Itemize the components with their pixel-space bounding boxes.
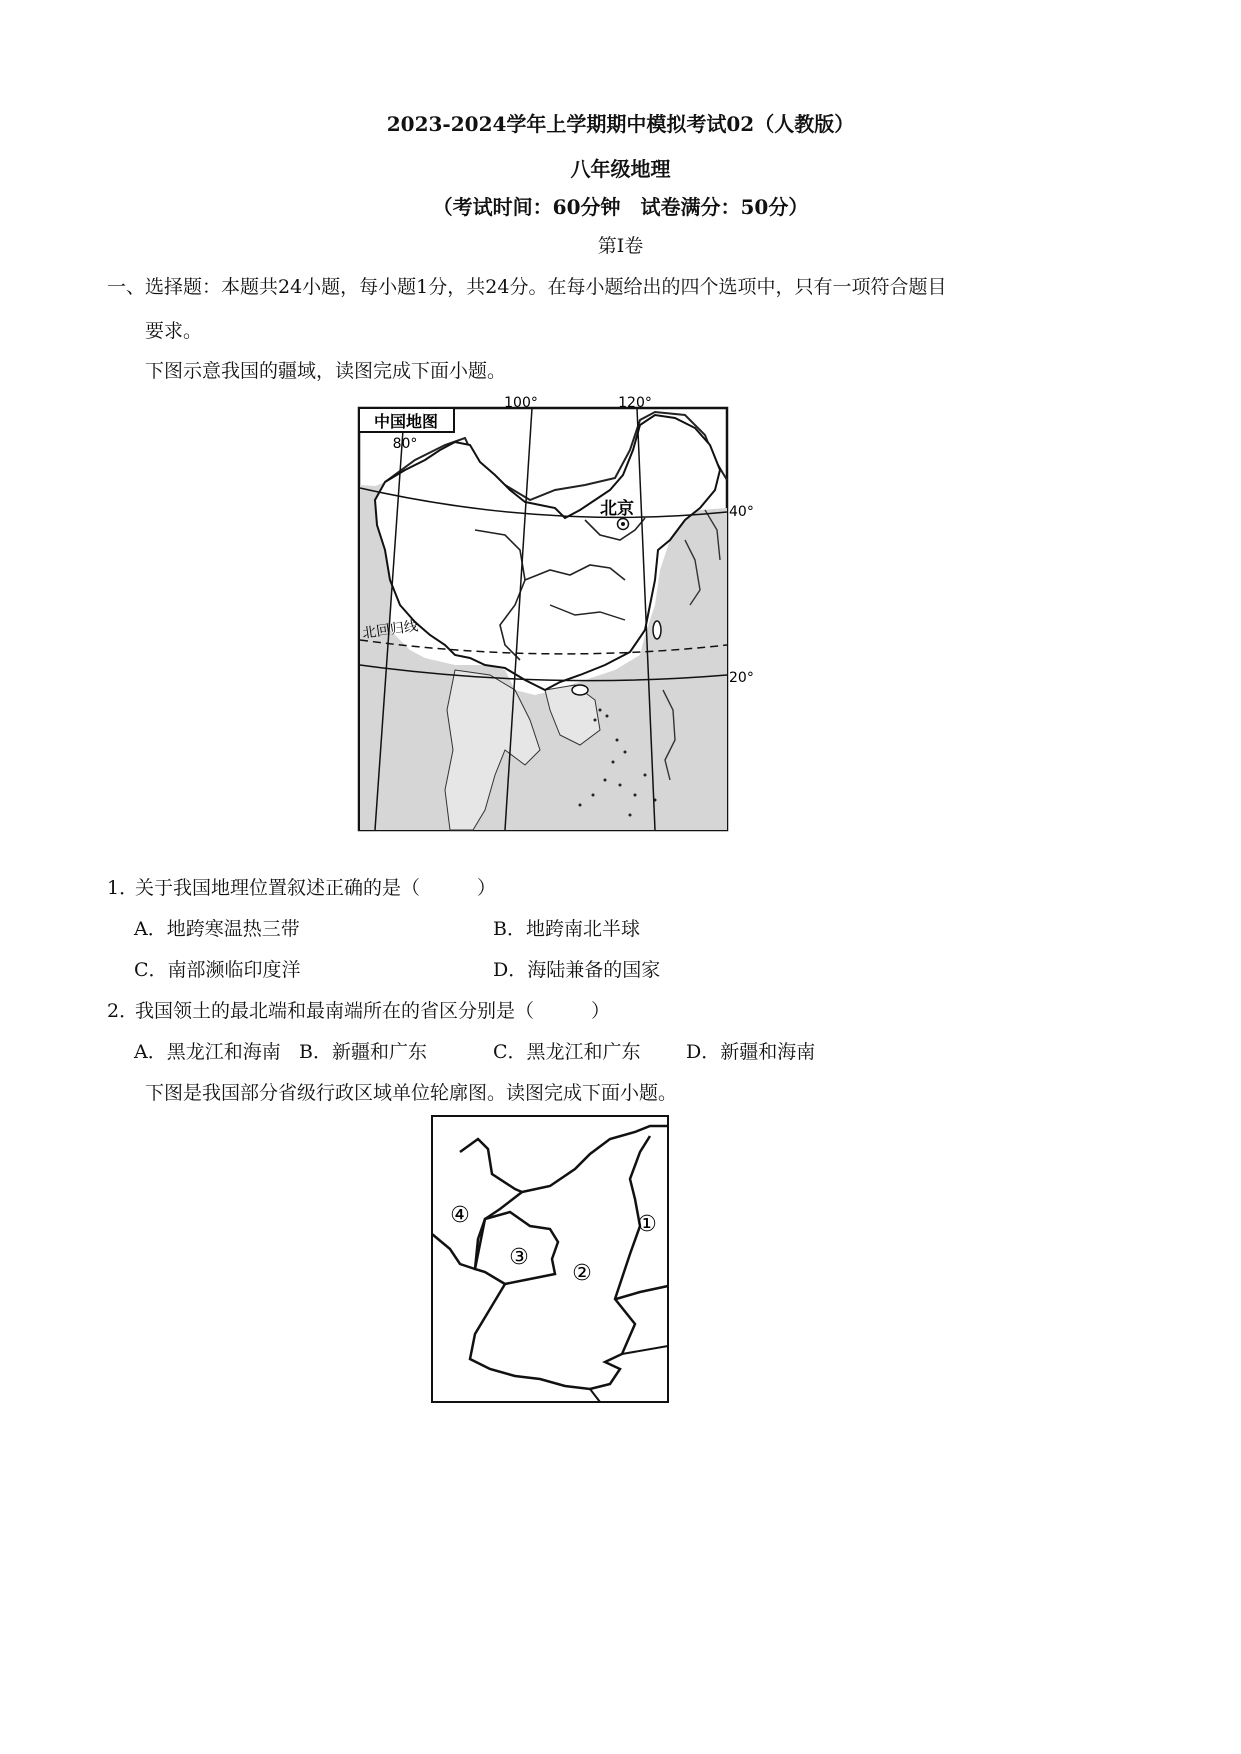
- map1-title: 中国地图: [373, 412, 439, 431]
- exam-title: 2023-2024学年上学期期中模拟考试02（人教版）: [386, 112, 855, 136]
- volume-label: 第Ⅰ卷: [597, 235, 644, 257]
- q1-option-a[interactable]: A．地跨寒温热三带: [134, 918, 300, 940]
- q2-option-d[interactable]: D．新疆和海南: [686, 1041, 816, 1063]
- q2-option-b[interactable]: B．新疆和广东: [299, 1041, 427, 1063]
- q1-number: 1．: [107, 877, 139, 899]
- lon-100-label: 100°: [504, 395, 538, 411]
- lat-20-label: 20°: [729, 670, 754, 686]
- q1-stem: 关于我国地理位置叙述正确的是（ ）: [135, 877, 497, 899]
- exam-info: （考试时间：60分钟 试卷满分：50分）: [432, 195, 809, 219]
- map2-intro: 下图是我国部分省级行政区域单位轮廓图。读图完成下面小题。: [145, 1082, 678, 1104]
- tropic-label: 北回归线: [361, 618, 420, 642]
- section-instruction-line1: 一、选择题：本题共24小题，每小题1分，共24分。在每小题给出的四个选项中，只有一项符合题目: [107, 276, 947, 298]
- region-4-label: ④: [450, 1203, 470, 1228]
- map1-intro: 下图示意我国的疆域，读图完成下面小题。: [145, 360, 507, 382]
- lat-40-label: 40°: [729, 504, 754, 520]
- q1-option-c[interactable]: C．南部濒临印度洋: [134, 959, 301, 981]
- lon-120-label: 120°: [618, 395, 652, 411]
- region-2-label: ②: [572, 1261, 592, 1286]
- region-1-label: ①: [637, 1212, 657, 1237]
- q2-option-a[interactable]: A．黑龙江和海南: [134, 1041, 281, 1063]
- province-outline-figure: [430, 1114, 670, 1404]
- q1-option-d[interactable]: D．海陆兼备的国家: [493, 959, 661, 981]
- china-map-figure: [355, 390, 754, 835]
- section-instruction-line2: 要求。: [145, 320, 203, 342]
- beijing-label: 北京: [600, 499, 634, 519]
- q1-option-b[interactable]: B．地跨南北半球: [493, 918, 640, 940]
- q2-stem: 我国领土的最北端和最南端所在的省区分别是（ ）: [135, 1000, 611, 1022]
- exam-subject: 八年级地理: [570, 157, 671, 181]
- region-3-label: ③: [509, 1245, 529, 1270]
- q2-number: 2．: [107, 1000, 139, 1022]
- lon-80-label: 80°: [392, 436, 418, 452]
- q2-option-c[interactable]: C．黑龙江和广东: [493, 1041, 641, 1063]
